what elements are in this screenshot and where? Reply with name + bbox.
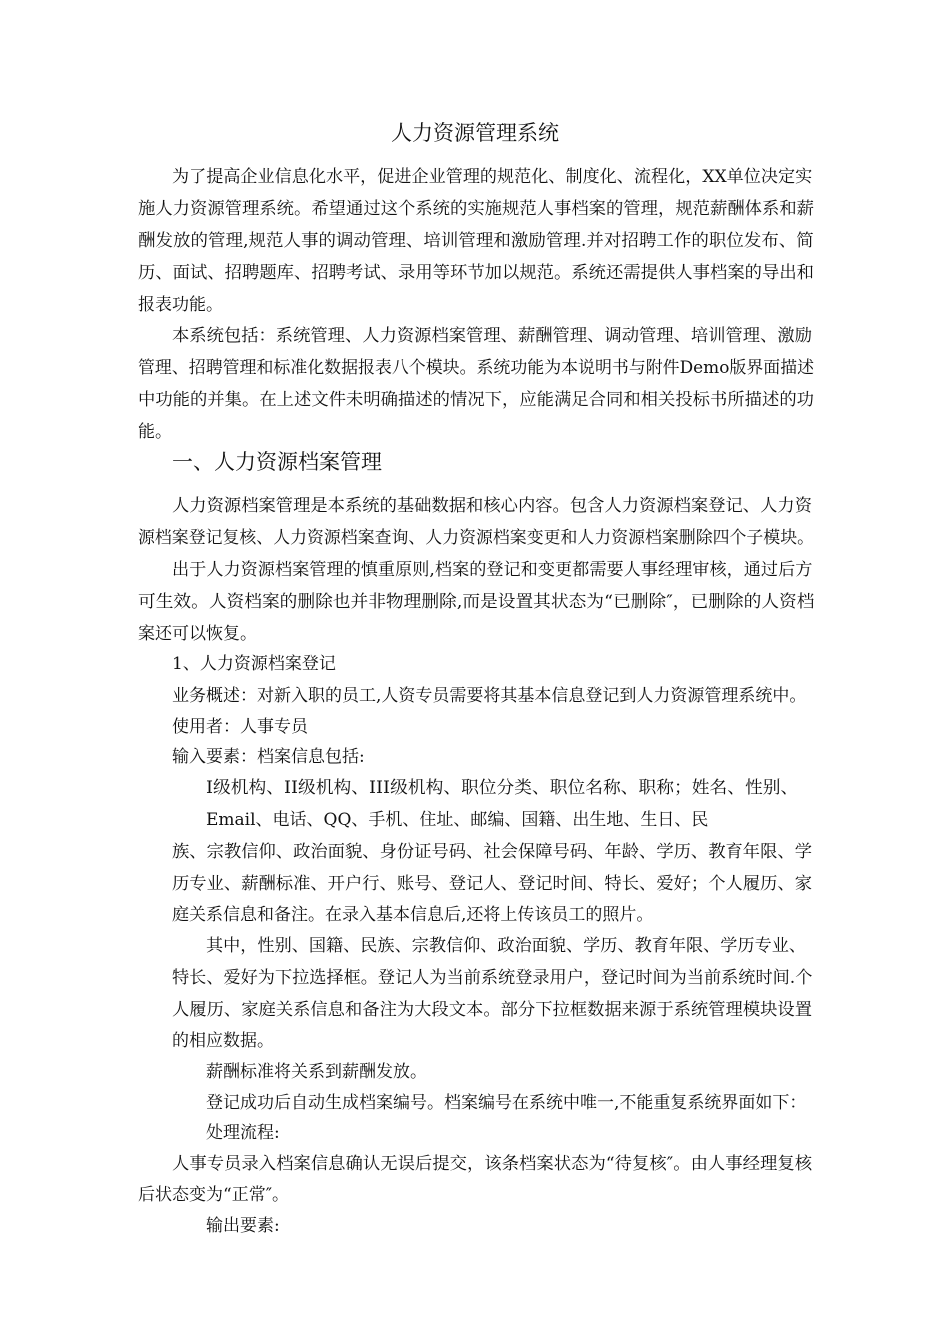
- text-line-f4: 历专业、薪酬标准、开户行、账号、登记人、登记时间、特长、爱好；个人履历、家: [172, 874, 812, 894]
- text-line-k3: 输出要素:: [206, 1216, 280, 1236]
- text-line-g1: 其中，性别、国籍、民族、宗教信仰、政治面貌、学历、教育年限、学历专业、: [206, 936, 807, 956]
- text-line-p4-3: 案还可以恢复。: [138, 624, 257, 644]
- text-line-s1: 1、人力资源档案登记: [172, 654, 336, 674]
- text-line-p4-1: 出于人力资源档案管理的慎重原则,档案的登记和变更都需要人事经理审核，通过后方: [172, 560, 813, 580]
- text-line-h1: 薪酬标准将关系到薪酬发放。: [206, 1062, 427, 1082]
- text-line-h3: 处理流程:: [206, 1123, 280, 1143]
- text-line-f3: 族、宗教信仰、政治面貌、身份证号码、社会保障号码、年龄、学历、教育年限、学: [172, 842, 812, 862]
- text-line-s3: 使用者：人事专员: [172, 717, 308, 737]
- text-line-p2-4: 能。: [138, 422, 172, 442]
- text-line-f2: Email、电话、QQ、手机、住址、邮编、国籍、出生地、生日、民: [206, 810, 709, 830]
- text-line-p1-3: 酬发放的管理,规范人事的调动管理、培训管理和激励管理.并对招聘工作的职位发布、简: [138, 231, 814, 251]
- text-line-p1-5: 报表功能。: [138, 295, 223, 315]
- text-line-h2: 登记成功后自动生成档案编号。档案编号在系统中唯一,不能重复系统界面如下：: [206, 1093, 807, 1113]
- text-line-s4: 输入要素：档案信息包括:: [172, 747, 365, 767]
- text-line-p3-1: 人力资源档案管理是本系统的基础数据和核心内容。包含人力资源档案登记、人力资: [172, 496, 812, 516]
- document-title: 人力资源管理系统: [391, 121, 559, 145]
- text-line-p4-2: 可生效。人资档案的删除也并非物理删除,而是设置其状态为“已删除″，已删除的人资档: [138, 592, 815, 612]
- text-line-p3-2: 源档案登记复核、人力资源档案查询、人力资源档案变更和人力资源档案删除四个子模块。: [138, 528, 814, 548]
- text-line-p2-1: 本系统包括：系统管理、人力资源档案管理、薪酬管理、调动管理、培训管理、激励: [172, 326, 812, 346]
- text-line-p2-2: 管理、招聘管理和标准化数据报表八个模块。系统功能为本说明书与附件Demo版界面描述: [138, 358, 815, 378]
- text-line-p1-4: 历、面试、招聘题库、招聘考试、录用等环节加以规范。系统还需提供人事档案的导出和: [138, 263, 815, 283]
- text-line-p1-2: 施人力资源管理系统。希望通过这个系统的实施规范人事档案的管理，规范薪酬体系和薪: [138, 199, 815, 219]
- text-line-k1: 人事专员录入档案信息确认无误后提交，该条档案状态为“待复核″。由人事经理复核: [172, 1154, 813, 1174]
- text-line-g2: 特长、爱好为下拉选择框。登记人为当前系统登录用户，登记时间为当前系统时间.个: [172, 968, 813, 988]
- text-line-g3: 人履历、家庭关系信息和备注为大段文本。部分下拉框数据来源于系统管理模块设置: [172, 1000, 812, 1020]
- text-line-f5: 庭关系信息和备注。在录入基本信息后,还将上传该员工的照片。: [172, 905, 654, 925]
- text-line-p2-3: 中功能的并集。在上述文件未明确描述的情况下，应能满足合同和相关投标书所描述的功: [138, 390, 815, 410]
- text-line-g4: 的相应数据。: [172, 1031, 274, 1051]
- text-line-p1-1: 为了提高企业信息化水平，促进企业管理的规范化、制度化、流程化，XX单位决定实: [172, 167, 813, 187]
- section-heading: 一、人力资源档案管理: [172, 450, 382, 474]
- text-line-s2: 业务概述：对新入职的员工,人资专员需要将其基本信息登记到人力资源管理系统中。: [172, 686, 807, 706]
- text-line-f1: I级机构、II级机构、III级机构、职位分类、职位名称、职称；姓名、性别、: [206, 778, 799, 798]
- text-line-k2: 后状态变为“正常″。: [138, 1185, 290, 1205]
